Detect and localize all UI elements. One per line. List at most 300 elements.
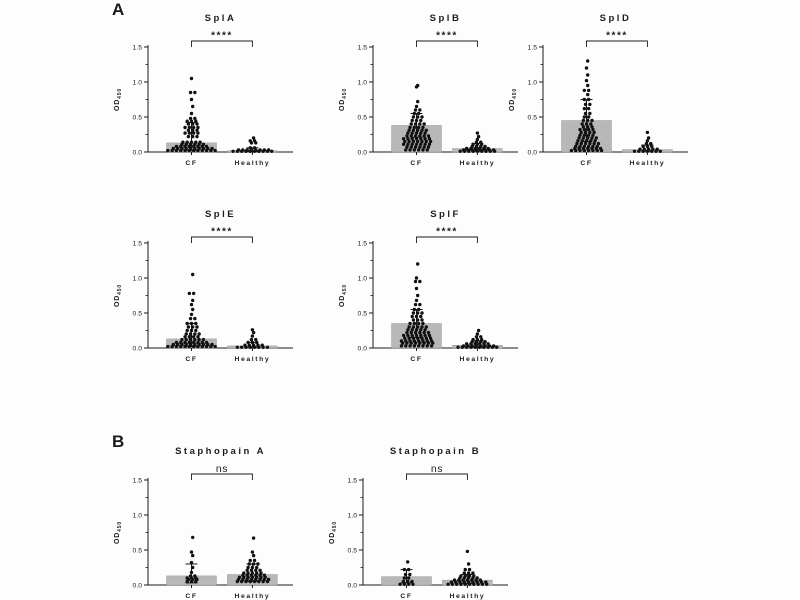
significance-label: **** [211,226,233,238]
dot [252,536,255,539]
dot [419,119,422,122]
dot [456,346,459,349]
dot [656,148,659,151]
dot [416,262,419,265]
dot [412,325,415,328]
chart-sple [105,204,317,376]
dot [413,112,416,115]
dot [476,576,479,579]
category-label: Healthy [459,160,496,167]
chart-canvas [320,441,532,600]
dot [191,554,194,557]
category-label: Healthy [234,593,271,600]
dot [189,91,192,94]
y-tick-label: 0.5 [357,310,367,318]
dot [191,566,194,569]
dot [465,342,468,345]
dot [191,273,194,276]
dot [420,311,423,314]
dot [586,119,589,122]
dot [402,137,405,140]
y-tick-label: 0.0 [132,149,142,157]
dot [189,332,192,335]
dot [267,148,270,151]
y-tick-label: 1.5 [132,240,142,248]
dot [484,581,487,584]
y-tick-label: 1.0 [132,512,142,520]
dot [253,559,256,562]
dot [459,150,462,153]
dot [249,139,252,142]
dot [186,322,189,325]
dot [402,334,405,337]
y-tick-label: 0.5 [527,114,537,122]
dot [245,148,248,151]
significance-bracket [192,237,253,243]
dot [408,322,411,325]
dot [261,344,264,347]
dot [476,131,479,134]
dot [191,536,194,539]
y-tick-label: 1.0 [132,79,142,87]
dot [466,550,469,553]
dot [251,550,254,553]
dot [583,89,586,92]
dot [587,115,590,118]
scatter-points [459,131,497,153]
chart-staphopain-a [105,441,317,600]
dot [411,315,414,318]
scatter-points [402,84,432,152]
dot [578,128,581,131]
dot [421,126,424,129]
dot [213,345,216,348]
dot [231,150,234,153]
dot [582,119,585,122]
dot [414,108,417,111]
dot [238,576,241,579]
y-tick-label: 0.5 [132,310,142,318]
dot [191,299,194,302]
dot [416,294,419,297]
chart-title: SplE [204,209,237,220]
dot [416,311,419,314]
chart-title: SplF [430,209,461,220]
dot [195,135,198,138]
dot [248,562,251,565]
dot [659,150,662,153]
category-label: Healthy [459,356,496,363]
dot [189,574,192,577]
chart-title: SplD [599,13,632,24]
dot [252,554,255,557]
series-cf [167,536,217,600]
dot [587,107,590,110]
dot [246,566,249,569]
dot [210,343,213,346]
dot [416,84,419,87]
dot [583,98,586,101]
dot [190,141,193,144]
dot [186,329,189,332]
dot [417,308,420,311]
dot [414,280,417,283]
dot [581,122,584,125]
y-tick-label: 1.0 [527,79,537,87]
chart-title: SplA [204,13,237,24]
significance-label: **** [436,226,458,238]
dot [595,136,598,139]
y-tick-label: 0.0 [132,582,142,590]
dot [192,292,195,295]
dot [398,583,401,586]
dot [414,122,417,125]
chart-spla [105,8,317,180]
dot [193,117,196,120]
dot [585,79,588,82]
dot [255,566,258,569]
chart-canvas [105,441,317,600]
dot [422,122,425,125]
category-label: Healthy [234,160,271,167]
series-cf [562,59,612,167]
y-axis-label: $OD_{450}$ [509,88,518,111]
dot [186,120,189,123]
dot [412,115,415,118]
dot [166,149,169,152]
scatter-points [456,329,498,349]
dot [181,141,184,144]
series-healthy [227,536,277,600]
dot [471,338,474,341]
dot [408,126,411,129]
dot [197,332,200,335]
series-cf [392,84,442,167]
dot [202,143,205,146]
dot [407,576,410,579]
dot [418,122,421,125]
y-tick-label: 0.5 [347,547,357,555]
dot [586,59,589,62]
dot [166,345,169,348]
dot [416,318,419,321]
dot [267,578,270,581]
dot [183,131,186,134]
dot [584,103,587,106]
dot [188,292,191,295]
dot [185,332,188,335]
y-tick-label: 1.0 [347,512,357,520]
dot [190,303,193,306]
dot [192,126,195,129]
y-axis-label: $OD_{450}$ [114,88,123,111]
significance-bracket [417,41,478,47]
dot [585,122,588,125]
dot [236,346,239,349]
dot [646,131,649,134]
dot [467,562,470,565]
dot [191,105,194,108]
dot [415,105,418,108]
series-cf [166,273,217,363]
dot [459,574,462,577]
dot [587,98,590,101]
chart-canvas [330,204,542,376]
dot [186,141,189,144]
dot [270,150,273,153]
dot [256,562,259,565]
scatter-points [231,136,273,153]
dot [186,576,189,579]
panel-b-label: B [112,432,125,451]
dot [205,145,208,148]
series-cf [166,77,217,167]
dot [193,574,196,577]
dot [479,578,482,581]
y-tick-label: 0.0 [357,345,367,353]
dot [483,340,486,343]
dot [407,325,410,328]
y-axis-label: $OD_{450}$ [339,284,348,307]
y-tick-label: 0.5 [132,547,142,555]
dot [415,276,418,279]
dot [415,315,418,318]
dot [427,331,430,334]
dot [194,141,197,144]
category-label: CF [410,356,423,363]
series-healthy [442,550,492,600]
dot [237,148,240,151]
dot [465,147,468,150]
y-tick-label: 1.5 [347,477,357,485]
dot [412,318,415,321]
dot [198,141,201,144]
dot [408,573,411,576]
dot [413,308,416,311]
dot [242,571,245,574]
dot [190,77,193,80]
dot [404,573,407,576]
dot [413,322,416,325]
dot [633,150,636,153]
dot [589,122,592,125]
dot [453,578,456,581]
dot [196,126,199,129]
dot [414,303,417,306]
dot [486,147,489,150]
chart-canvas [105,204,317,376]
dot [183,126,186,129]
dot [492,148,495,151]
dot [450,581,453,584]
y-tick-label: 1.5 [357,240,367,248]
dot [486,342,489,345]
dot [464,568,467,571]
dot [241,148,244,151]
dot [427,134,430,137]
dot [188,126,191,129]
dot [413,126,416,129]
dot [191,135,194,138]
dot [417,322,420,325]
dot [251,334,254,337]
y-tick-label: 0.5 [357,114,367,122]
chart-staphopain-b [320,441,532,600]
dot [175,341,178,344]
dot [190,561,193,564]
series-healthy [227,136,277,167]
dot [187,135,190,138]
dot [410,580,413,583]
dot [590,119,593,122]
dot [263,574,266,577]
y-axis-label: $OD_{450}$ [329,521,338,544]
dot [483,145,486,148]
dot [194,322,197,325]
dot [492,344,495,347]
category-label: CF [185,356,198,363]
dot [417,112,420,115]
scatter-points [166,77,217,153]
dot [193,317,196,320]
dot [402,580,405,583]
dot [252,136,255,139]
significance-label: **** [211,30,233,42]
dot [205,341,208,344]
category-label: Healthy [234,356,271,363]
dot [189,117,192,120]
dot [586,84,589,87]
category-label: CF [580,160,593,167]
category-label: CF [400,593,413,600]
dot [403,568,406,571]
dot [477,329,480,332]
dot [477,135,480,138]
series-healthy [452,329,502,363]
dot [406,560,409,563]
dot [190,571,193,574]
dot [251,328,254,331]
dot [417,126,420,129]
dot [471,571,474,574]
dot [194,329,197,332]
dot [462,148,465,151]
dot [599,147,602,150]
dot [195,325,198,328]
panel-a-label: A [112,0,125,19]
dot [415,287,418,290]
dot [416,100,419,103]
dot [468,568,471,571]
dot [570,149,573,152]
y-tick-label: 0.0 [132,345,142,353]
dot [420,325,423,328]
chart-canvas [105,8,317,180]
dot [471,143,474,146]
dot [172,343,175,346]
dot [649,142,652,145]
dot [647,136,650,139]
chart-title: Staphopain B [389,446,482,457]
series-healthy [452,131,502,167]
dot [240,346,243,349]
dot [411,119,414,122]
y-axis-label: $OD_{450}$ [339,88,348,111]
dot [243,344,246,347]
y-tick-label: 1.5 [357,44,367,52]
significance-bracket [417,237,478,243]
dot [425,129,428,132]
dot [467,571,470,574]
dot [210,147,213,150]
dot [172,147,175,150]
series-cf [382,560,432,600]
chart-canvas [500,8,712,180]
y-tick-label: 0.0 [347,582,357,590]
dot [193,91,196,94]
dot [425,325,428,328]
dot [585,66,588,69]
dot [180,338,183,341]
y-axis-label: $OD_{450}$ [114,284,123,307]
dot [251,566,254,569]
dot [252,562,255,565]
dot [189,317,192,320]
y-tick-label: 1.5 [132,477,142,485]
dot [583,107,586,110]
dot [421,322,424,325]
dot [202,338,205,341]
dot [190,98,193,101]
dot [462,344,465,347]
dot [588,103,591,106]
series-healthy [622,131,672,167]
dot [586,73,589,76]
dot [588,112,591,115]
dot [190,112,193,115]
series-cf [392,262,442,363]
dot [254,338,257,341]
dot [418,303,421,306]
dot [249,146,252,149]
dot [191,308,194,311]
significance-label: ns [215,463,228,475]
category-label: CF [185,160,198,167]
dot [419,315,422,318]
dot [597,142,600,145]
category-label: Healthy [629,160,666,167]
category-label: CF [410,160,423,167]
y-tick-label: 0.0 [527,149,537,157]
y-tick-label: 0.5 [132,114,142,122]
dot [446,583,449,586]
dot [418,280,421,283]
chart-splf [330,204,542,376]
dot [641,145,644,148]
dot [253,146,256,149]
significance-bracket [192,41,253,47]
dot [258,569,261,572]
y-tick-label: 0.0 [357,149,367,157]
dot [479,335,482,338]
dot [403,576,406,579]
dot [587,89,590,92]
dot [175,145,178,148]
chart-title: Staphopain A [175,446,266,457]
dot [400,339,403,342]
y-tick-label: 1.5 [132,44,142,52]
dot [190,322,193,325]
